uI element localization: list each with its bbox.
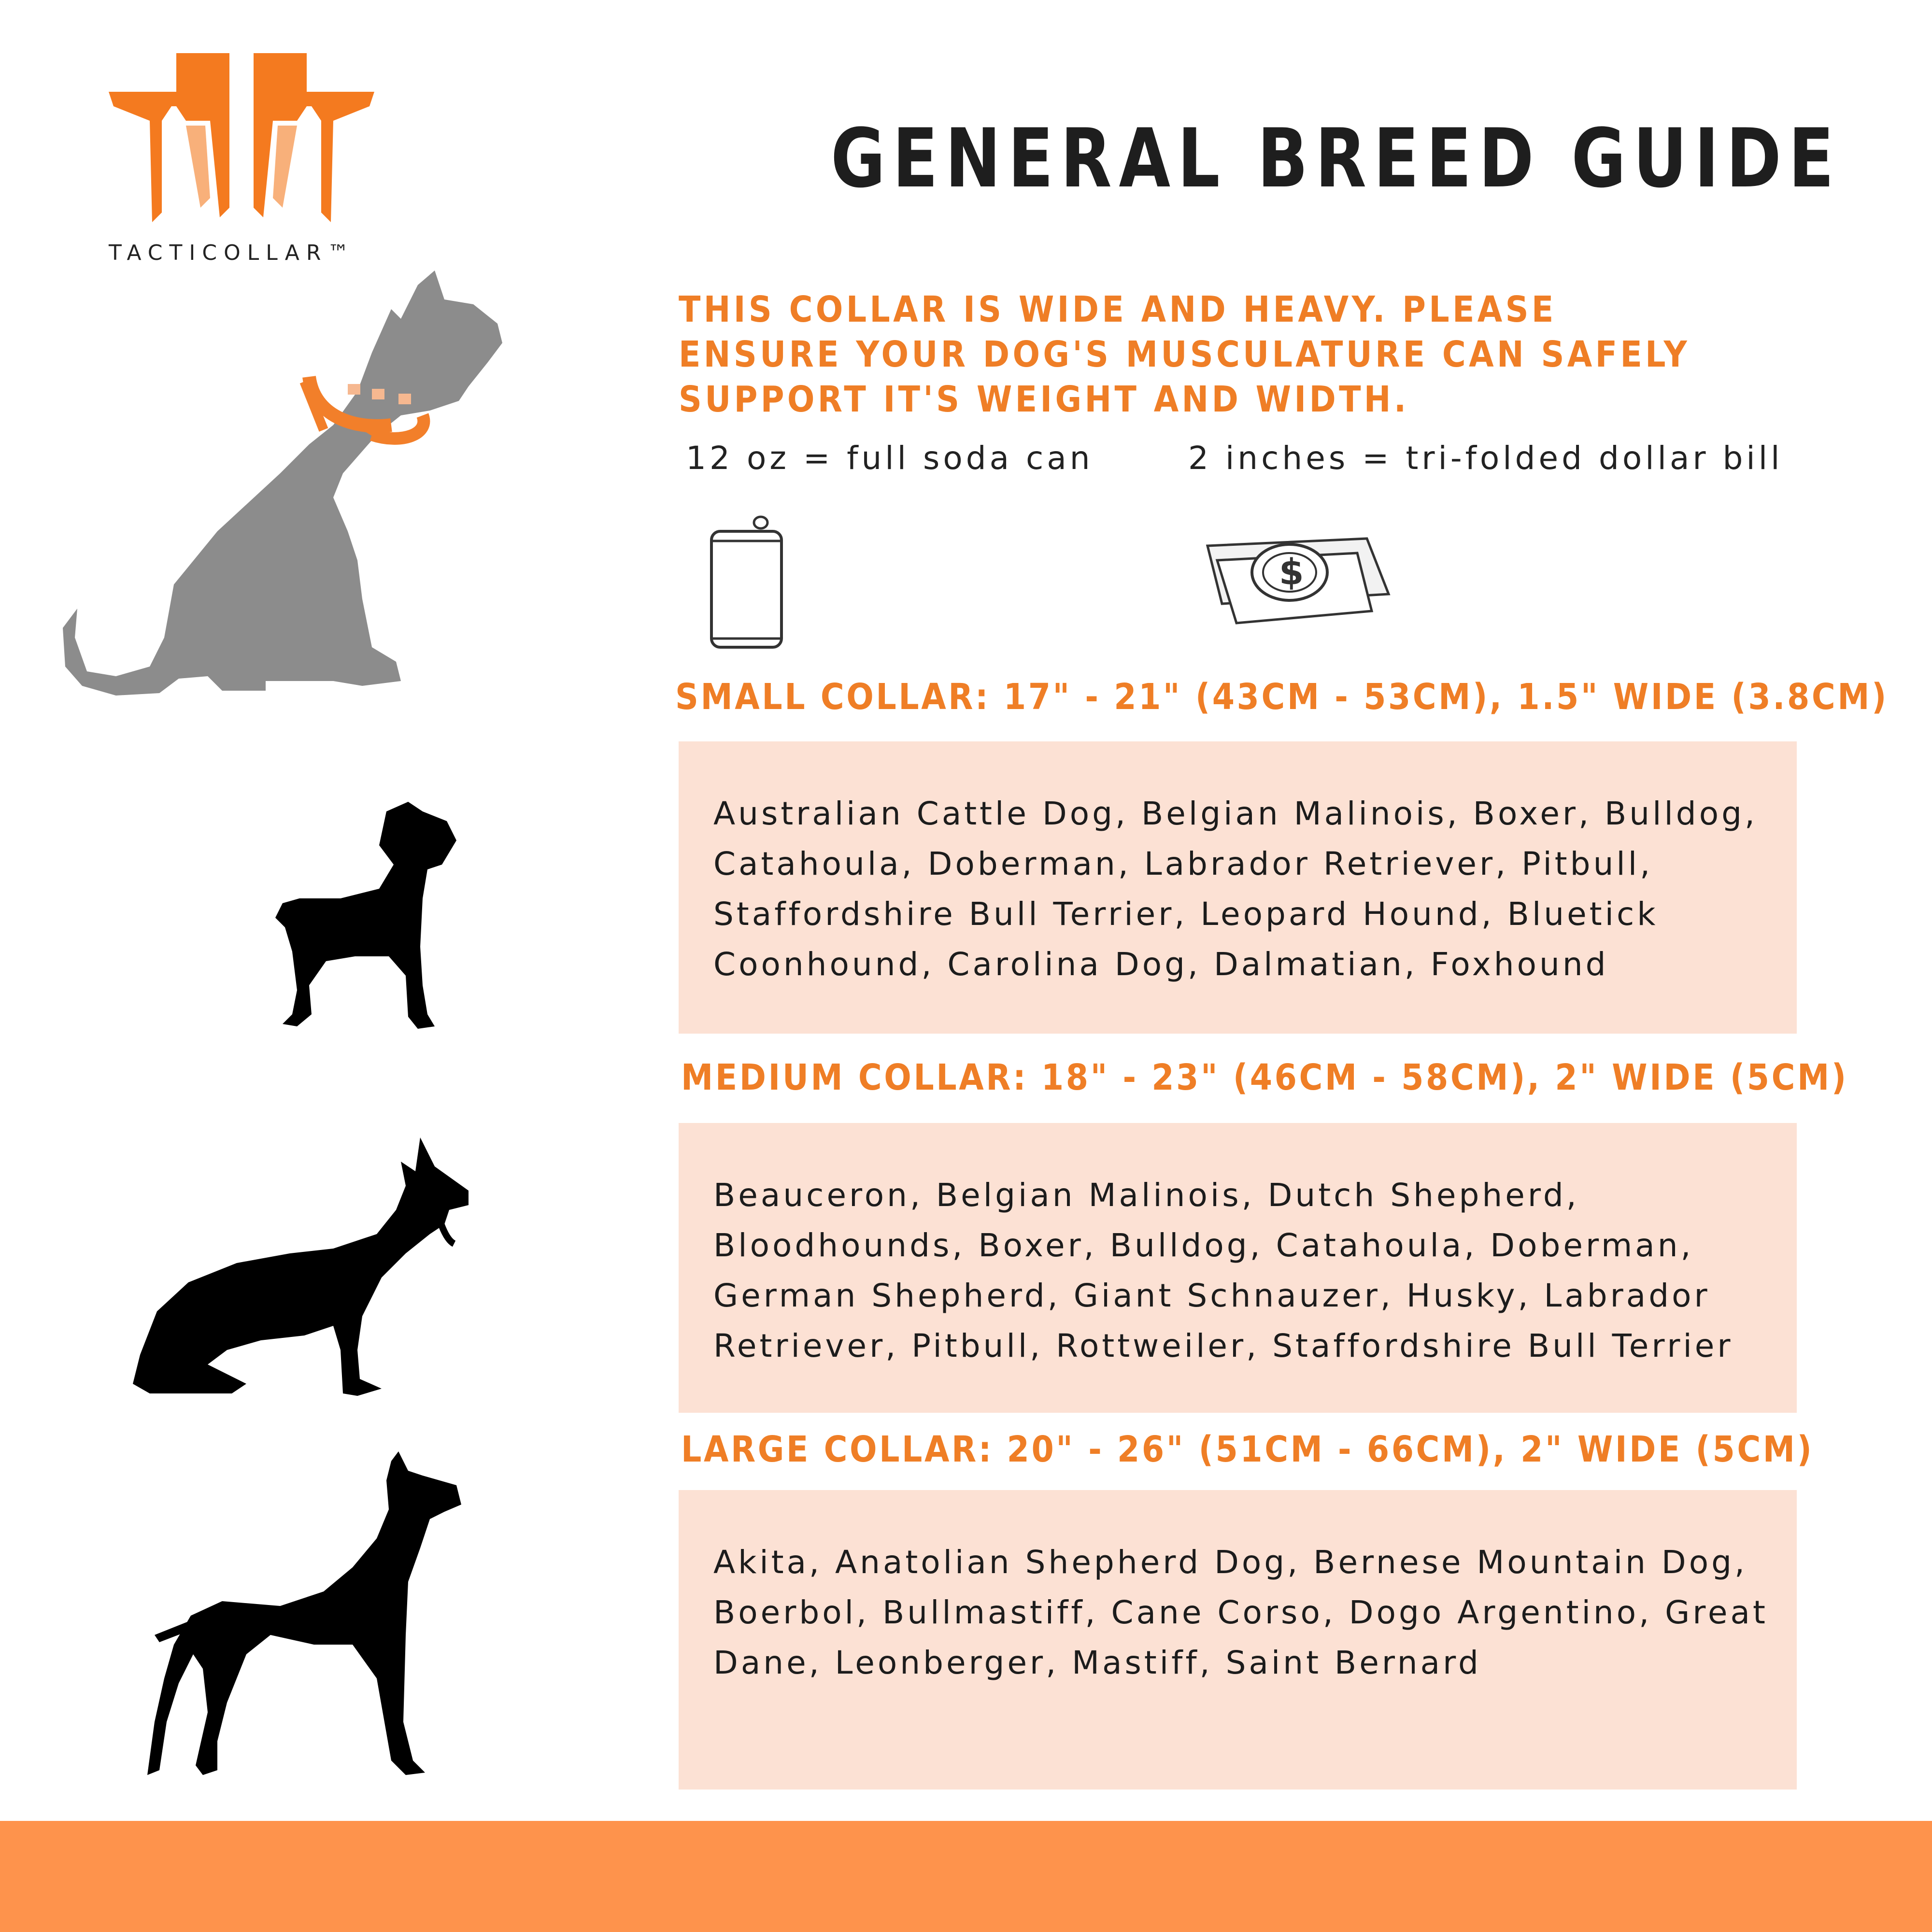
page-title: GENERAL BREED GUIDE xyxy=(831,111,1841,206)
great-dane-silhouette xyxy=(145,1451,464,1780)
small-breed-list: Australian Cattle Dog, Belgian Malinois, Boxer, Bulldog, Catahoula, Doberman, Labrador Retriever, Pitbull, Staffordshire Bull Terrier, Leopard Hound, Bluetick Coonhound, Carolina Dog, Dalmatian, Foxhound xyxy=(713,795,1758,983)
sitting-dog-collar-illustration xyxy=(63,270,512,705)
medium-breed-list: Beauceron, Belgian Malinois, Dutch Shepherd, Bloodhounds, Boxer, Bulldog, Catahoula, Doberman, German Shepherd, Giant Schnauzer, Husky, Labrador Retriever, Pitbull, Rottweiler, Staffordshire Bull Terrier xyxy=(713,1177,1733,1364)
svg-text:$: $ xyxy=(1279,552,1304,593)
german-shepherd-silhouette xyxy=(130,1137,478,1398)
medium-collar-heading: MEDIUM COLLAR: 18" - 23" (46CM - 58CM), 2" WIDE (5CM) xyxy=(681,1057,1848,1098)
soda-can-icon xyxy=(708,512,785,652)
medium-collar-box xyxy=(679,1123,1797,1413)
footer-bar xyxy=(0,1821,1932,1932)
dollar-bill-icon xyxy=(1198,531,1391,628)
brand-name: TACTICOLLAR™ xyxy=(109,241,356,265)
width-reference: 2 inches = tri-folded dollar bill xyxy=(1188,440,1783,477)
boxer-silhouette xyxy=(263,802,466,1034)
large-collar-heading: LARGE COLLAR: 20" - 26" (51CM - 66CM), 2" WIDE (5CM) xyxy=(681,1429,1814,1470)
large-collar-box xyxy=(679,1490,1797,1790)
weight-reference: 12 oz = full soda can xyxy=(686,440,1094,477)
large-breed-list: Akita, Anatolian Shepherd Dog, Bernese Mountain Dog, Boerbol, Bullmastiff, Cane Corso, Dogo Argentino, Great Dane, Leonberger, Mastiff, Saint Bernard xyxy=(713,1544,1768,1681)
tacticollar-logo-mark-icon xyxy=(104,53,379,222)
weight-warning: THIS COLLAR IS WIDE AND HEAVY. PLEASE ENSURE YOUR DOG'S MUSCULATURE CAN SAFELY SUPPORT IT'S WEIGHT AND WIDTH. xyxy=(679,289,1690,420)
small-collar-box xyxy=(679,741,1797,1034)
small-collar-heading: SMALL COLLAR: 17" - 21" (43CM - 53CM), 1.5" WIDE (3.8CM) xyxy=(675,676,1889,718)
